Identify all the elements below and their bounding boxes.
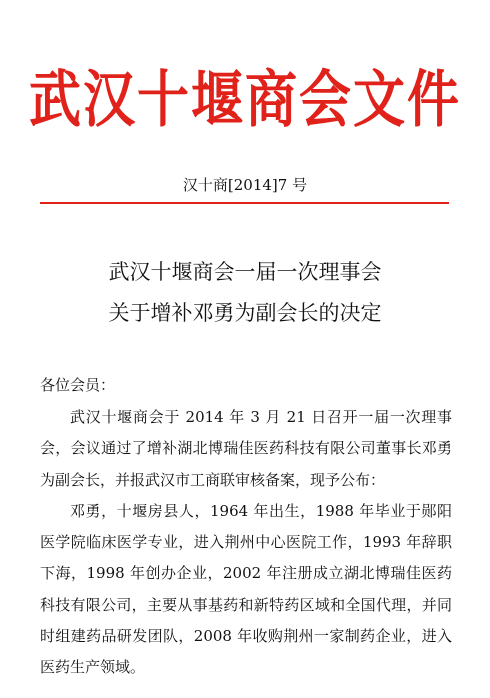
body-paragraph-2: 邓勇，十堰房县人，1964 年出生，1988 年毕业于郧阳医学院临床医学专业，进入荆州中心医院工作，1993 年辞职下海，1998 年创办企业，2002 年注册成立湖北博瑞佳医药科技有限公司，主要从事基药和新特药区域和全国代理，并同时组建药品研发团队，2008 年收购荆州一家制药企业，进入医药生产领域。 xyxy=(40,501,452,677)
body-paragraph-1: 武汉十堰商会于 2014 年 3 月 21 日召开一届一次理事会，会议通过了增补湖北博瑞佳医药科技有限公司董事长邓勇为副会长，并报武汉市工商联审核备案，现予公布： xyxy=(40,408,452,489)
document-number: 汉十商[2014]7 号 xyxy=(182,176,308,194)
document-body xyxy=(40,402,452,684)
document-title-line-1: 武汉十堰商会一届一次理事会 xyxy=(108,260,382,284)
document-title-line-2: 关于增补邓勇为副会长的决定 xyxy=(108,301,382,325)
document-masthead: 武汉十堰商会文件 xyxy=(28,64,461,136)
salutation: 各位会员： xyxy=(40,376,116,394)
red-divider-line xyxy=(40,202,449,204)
